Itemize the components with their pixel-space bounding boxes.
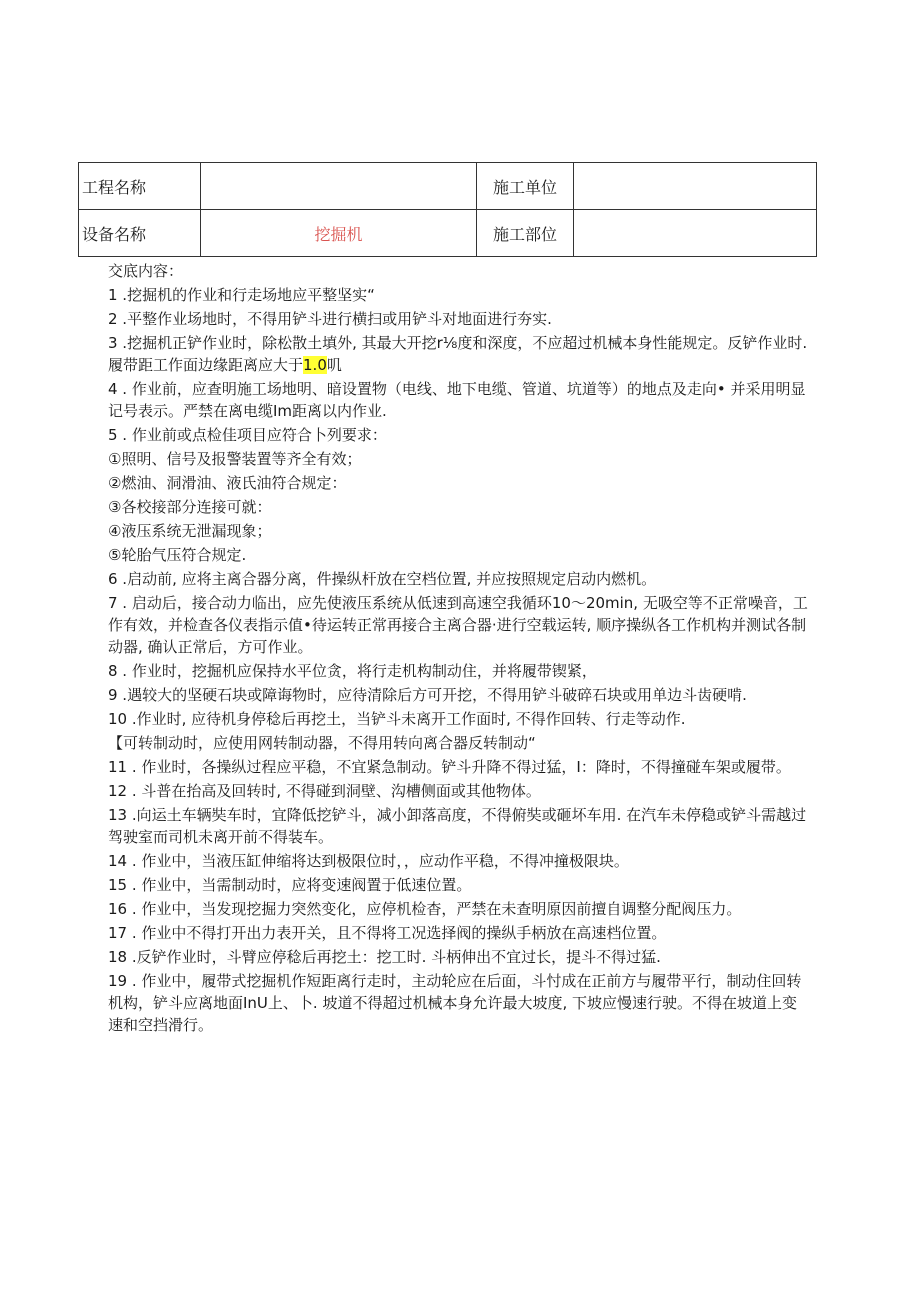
construction-part-label: 施工部位	[477, 210, 574, 257]
item-15: 15 . 作业中，当需制动时，应将变速阀置于低速位置。	[108, 876, 472, 894]
content-heading: 交底内容：	[108, 262, 184, 280]
sub-item-3: ③各校接部分连接可就：	[108, 498, 272, 516]
item-10-note: 【可转制动时，应使用网转制动器，不得用转向离合器反转制动“	[108, 734, 536, 752]
equipment-name-value: 挖掘机	[201, 210, 477, 257]
item-4: 4 . 作业前，应查明施工场地明、暗设置物（电线、地下电缆、管道、坑道等）的地点及走向• 并采用明显记号表示。严禁在离电缆Im距离以内作业.	[108, 380, 806, 420]
table-row-equipment	[79, 210, 817, 257]
item-5: 5 . 作业前或点检佳项目应符合卜列要求：	[108, 426, 387, 444]
construction-unit-label: 施工单位	[477, 163, 574, 210]
sub-item-5: ⑤轮胎气压符合规定.	[108, 546, 247, 564]
sub-item-2: ②燃油、洞滑油、液氏油符合规定：	[108, 474, 347, 492]
item-12: 12 . 斗普在抬高及回转时, 不得碰到洞壁、沟槽侧面或其他物体。	[108, 782, 541, 800]
item-3-highlight: 1.0	[303, 356, 327, 374]
item-3-text: 3 .挖掘机正铲作业时，除松散土填外, 其最大开挖r⅛度和深度，不应超过机械本身性能规定。反铲作业时. 履带距工作面边缘距离应大于	[108, 334, 808, 374]
item-10: 10 .作业时, 应待机身停稔后再挖土，当铲斗未离开工作面时, 不得作回转、行走等动作.	[108, 710, 686, 728]
project-name-label: 工程名称	[79, 163, 201, 210]
item-17: 17 . 作业中不得打开出力表开关，且不得将工况选择阀的操纵手柄放在高速档位置。	[108, 924, 667, 942]
equipment-name-label: 设备名称	[79, 210, 201, 257]
item-13: 13 .向运土车辆奘车时，宜降低挖铲斗，减小卸落高度，不得俯奘或砸坏车用. 在汽车未停稳或铲斗需越过驾驶室而司机未离开前不得装车。	[108, 806, 807, 846]
info-table	[78, 162, 817, 257]
construction-unit-value	[574, 163, 817, 210]
item-9: 9 .遇较大的坚硬石块或障诲物时，应待清除后方可开挖，不得用铲斗破碎石块或用单边斗齿硬啃.	[108, 686, 747, 704]
item-3-tail: 叽	[326, 356, 342, 374]
sub-item-4: ④液压系统无泄漏现象；	[108, 522, 272, 540]
item-18: 18 .反铲作业时，斗臂应停稔后再挖土：挖工时. 斗柄伸出不宜过长，提斗不得过猛.	[108, 948, 661, 966]
item-1: 1 .挖掘机的作业和行走场地应平整坚实“	[108, 286, 375, 304]
briefing-content	[108, 260, 808, 1038]
item-3	[108, 332, 808, 376]
item-14: 14 . 作业中，当液压缸伸缩将达到极限位时，，应动作平稳，不得冲撞极限块。	[108, 852, 629, 870]
item-8: 8 . 作业时，挖掘机应保持水平位贪，将行走机构制动住，并将履带锲紧，	[108, 662, 597, 680]
item-16: 16 . 作业中，当发现挖掘力突然变化，应停机检杳，严禁在未查明原因前擅自调整分配阀压力。	[108, 900, 742, 918]
project-name-value	[201, 163, 477, 210]
construction-part-value	[574, 210, 817, 257]
sub-item-1: ①照明、信号及报警装置等齐全有效；	[108, 450, 362, 468]
table-row-project	[79, 163, 817, 210]
item-6: 6 .启动前, 应将主离合器分离，件操纵杆放在空档位置, 并应按照规定启动内燃机。	[108, 570, 657, 588]
item-19: 19 . 作业中，履带式挖掘机作短距离行走时，主动轮应在后面，斗忖成在正前方与履带平行，制动住回转机构，铲斗应离地面InU上、卜. 坡道不得超过机械本身允许最大坡度, 下坡应慢速行驶。不得在坡道上变速和空挡滑行。	[108, 972, 802, 1034]
item-2: 2 .平整作业场地时，不得用铲斗进行横扫或用铲斗对地面进行夯实.	[108, 310, 552, 328]
item-7: 7 . 启动后，接合动力临出，应先使液压系统从低速到高速空我循环10～20min, 无吸空等不正常噪音，工作有效，并检查各仪表指示值•待运转正常再接合主离合器·进行空载运转, 顺序操纵各工作机构并测试各制动器, 确认正常后，方可作业。	[108, 594, 808, 656]
item-11: 11 . 作业时，各操纵过程应平稳，不宜紧急制动。铲斗升降不得过猛，I：降时，不得撞碰车架或履带。	[108, 758, 791, 776]
